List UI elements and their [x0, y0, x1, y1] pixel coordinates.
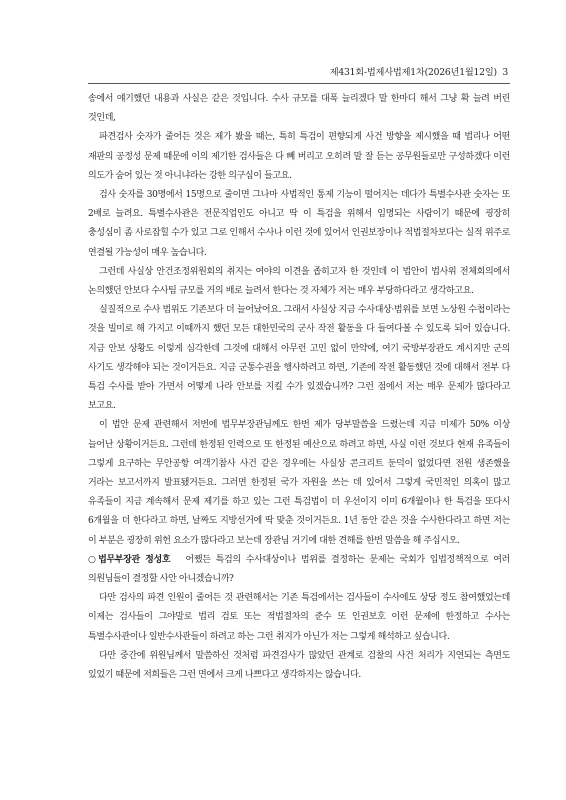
speaker-text: 어쨌든 특검의 수사대상이나 범위를 결정하는 문제는 국회가 입법정책적으로 여러 의원님들이 결정할 사안 아니겠습니까? — [88, 554, 510, 585]
speaker-statement — [88, 551, 510, 589]
paragraph: 검사 숫자를 30명에서 15명으로 줄이면 그나마 사법적인 통제 기능이 떨어지는 데다가 특별수사관 숫자는 또 2배로 늘려요. 특별수사관은 전문직업인도 아니고 딱 이 특검을 위해서 임명되는 사람이기 때문에 굉장히 충성심이 좀 사로잡힐 수가 있고 그로 인해서 수사나 이런 것에 있어서 인권보장이나 적법절차보다는 실적 위주로 연결될 가능성이 매우 높습니다. — [88, 190, 510, 258]
paragraph: 이 법안 문제 관련해서 저번에 법무부장관님께도 한번 제가 당부말씀을 드렸는데 지금 미제가 50% 이상 늘어난 상황이거든요. 그런데 한정된 인력으로 또 한정된 예산으로 하려고 하면, 사실 이런 것보다 현재 유족들이 그렇게 요구하는 무안공항 여객기참사 사건 같은 경우에는 사실상 콘크리트 둔덕이 없었다면 전원 생존했을 거라는 보고서까지 발표됐거든요. 그러면 한정된 국가 자원을 쓰는 데 있어서 그렇게 국민적인 의혹이 많고 유족들이 지금 계속해서 문제 제기를 하고 있는 그런 특검법이 더 우선이지 이미 6개월이나 한 특검을 또다시 6개월을 더 한다라고 하면, 날짜도 지방선거에 딱 맞춘 것이거든요. 1년 동안 같은 것을 수사한다라고 하면 저는 이 부분은 굉장히 위헌 요소가 많다라고 보는데 장관님 거기에 대한 견해를 한번 말씀을 해 주십시오. — [88, 420, 510, 546]
page-header — [330, 64, 508, 78]
speaker-marker: ○ — [88, 554, 99, 565]
paragraph: 다만 검사의 파견 인원이 줄어든 것 관련해서는 기존 특검에서는 검사들이 수사에도 상당 정도 참여했었는데 이제는 검사들이 그야말로 법리 검토 또는 적법절차의 준수 또 인권보호 이런 문제에 한정하고 수사는 특별수사관이나 일반수사관들이 하려고 하는 그런 취지가 아닌가 저는 그렇게 해석하고 싶습니다. — [88, 593, 510, 642]
transcript-body — [88, 90, 510, 685]
paragraph: 실질적으로 수사 범위도 기존보다 더 늘어났어요. 그래서 사실상 지금 수사대상·범위를 보면 노상원 수첩이라는 것을 빌미로 해 가지고 이때까지 했던 모든 대한민국의 군사 작전 활동을 다 들여다볼 수 있도록 되어 있습니다. 지금 안보 상황도 이렇게 심각한데 그것에 대해서 아무런 고민 없이 만약에, 여기 국방부장관도 계시지만 군의 사기도 생각해야 되는 것이거든요. 지금 군통수권을 행사하려고 하면, 기존에 작전 활동했던 것에 대해서 전부 다 특검 수사를 받아 가면서 어떻게 나라 안보를 지킬 수가 있겠습니까? 그런 점에서 저는 매우 문제가 많다라고 보고요. — [88, 305, 510, 412]
paragraph: 그런데 사실상 안건조정위원회의 취지는 여야의 이견을 좁히고자 한 것인데 이 법안이 법사위 전체회의에서 논의했던 안보다 수사팀 규모를 거의 배로 늘려서 한다는 것 자체가 저는 매우 부당하다라고 생각하고요. — [88, 266, 510, 297]
paragraph: 파견검사 숫자가 줄어든 것은 제가 봤을 때는, 특히 특검이 편향되게 사건 방향을 제시했을 때 법리나 어떤 재판의 공정성 문제 때문에 이의 제기한 검사들은 다 빼 버리고 오히려 말 잘 듣는 공무원들로만 구성하겠다 이런 의도가 숨어 있는 것 아니냐라는 강한 의구심이 들고요. — [88, 132, 510, 181]
header-divider — [88, 83, 510, 84]
paragraph-continuation: 송에서 얘기했던 내용과 사실은 같은 것입니다. 수사 규모를 대폭 늘리겠다 말 한마디 해서 그냥 확 늘려 버린 것인데, — [88, 94, 510, 124]
speaker-name: 법무부장관 정성호 — [98, 554, 171, 565]
session-info: 제431회-법제사법제1차(2026년1월12일) — [329, 67, 497, 78]
paragraph: 다만 중간에 위원님께서 말씀하신 것처럼 파견검사가 많았던 관계로 검찰의 사건 처리가 지연되는 측면도 있었기 때문에 저희들은 그런 면에서 크게 나쁘다고 생각하지는 않습니다. — [88, 650, 510, 681]
page-number: 3 — [502, 67, 508, 78]
